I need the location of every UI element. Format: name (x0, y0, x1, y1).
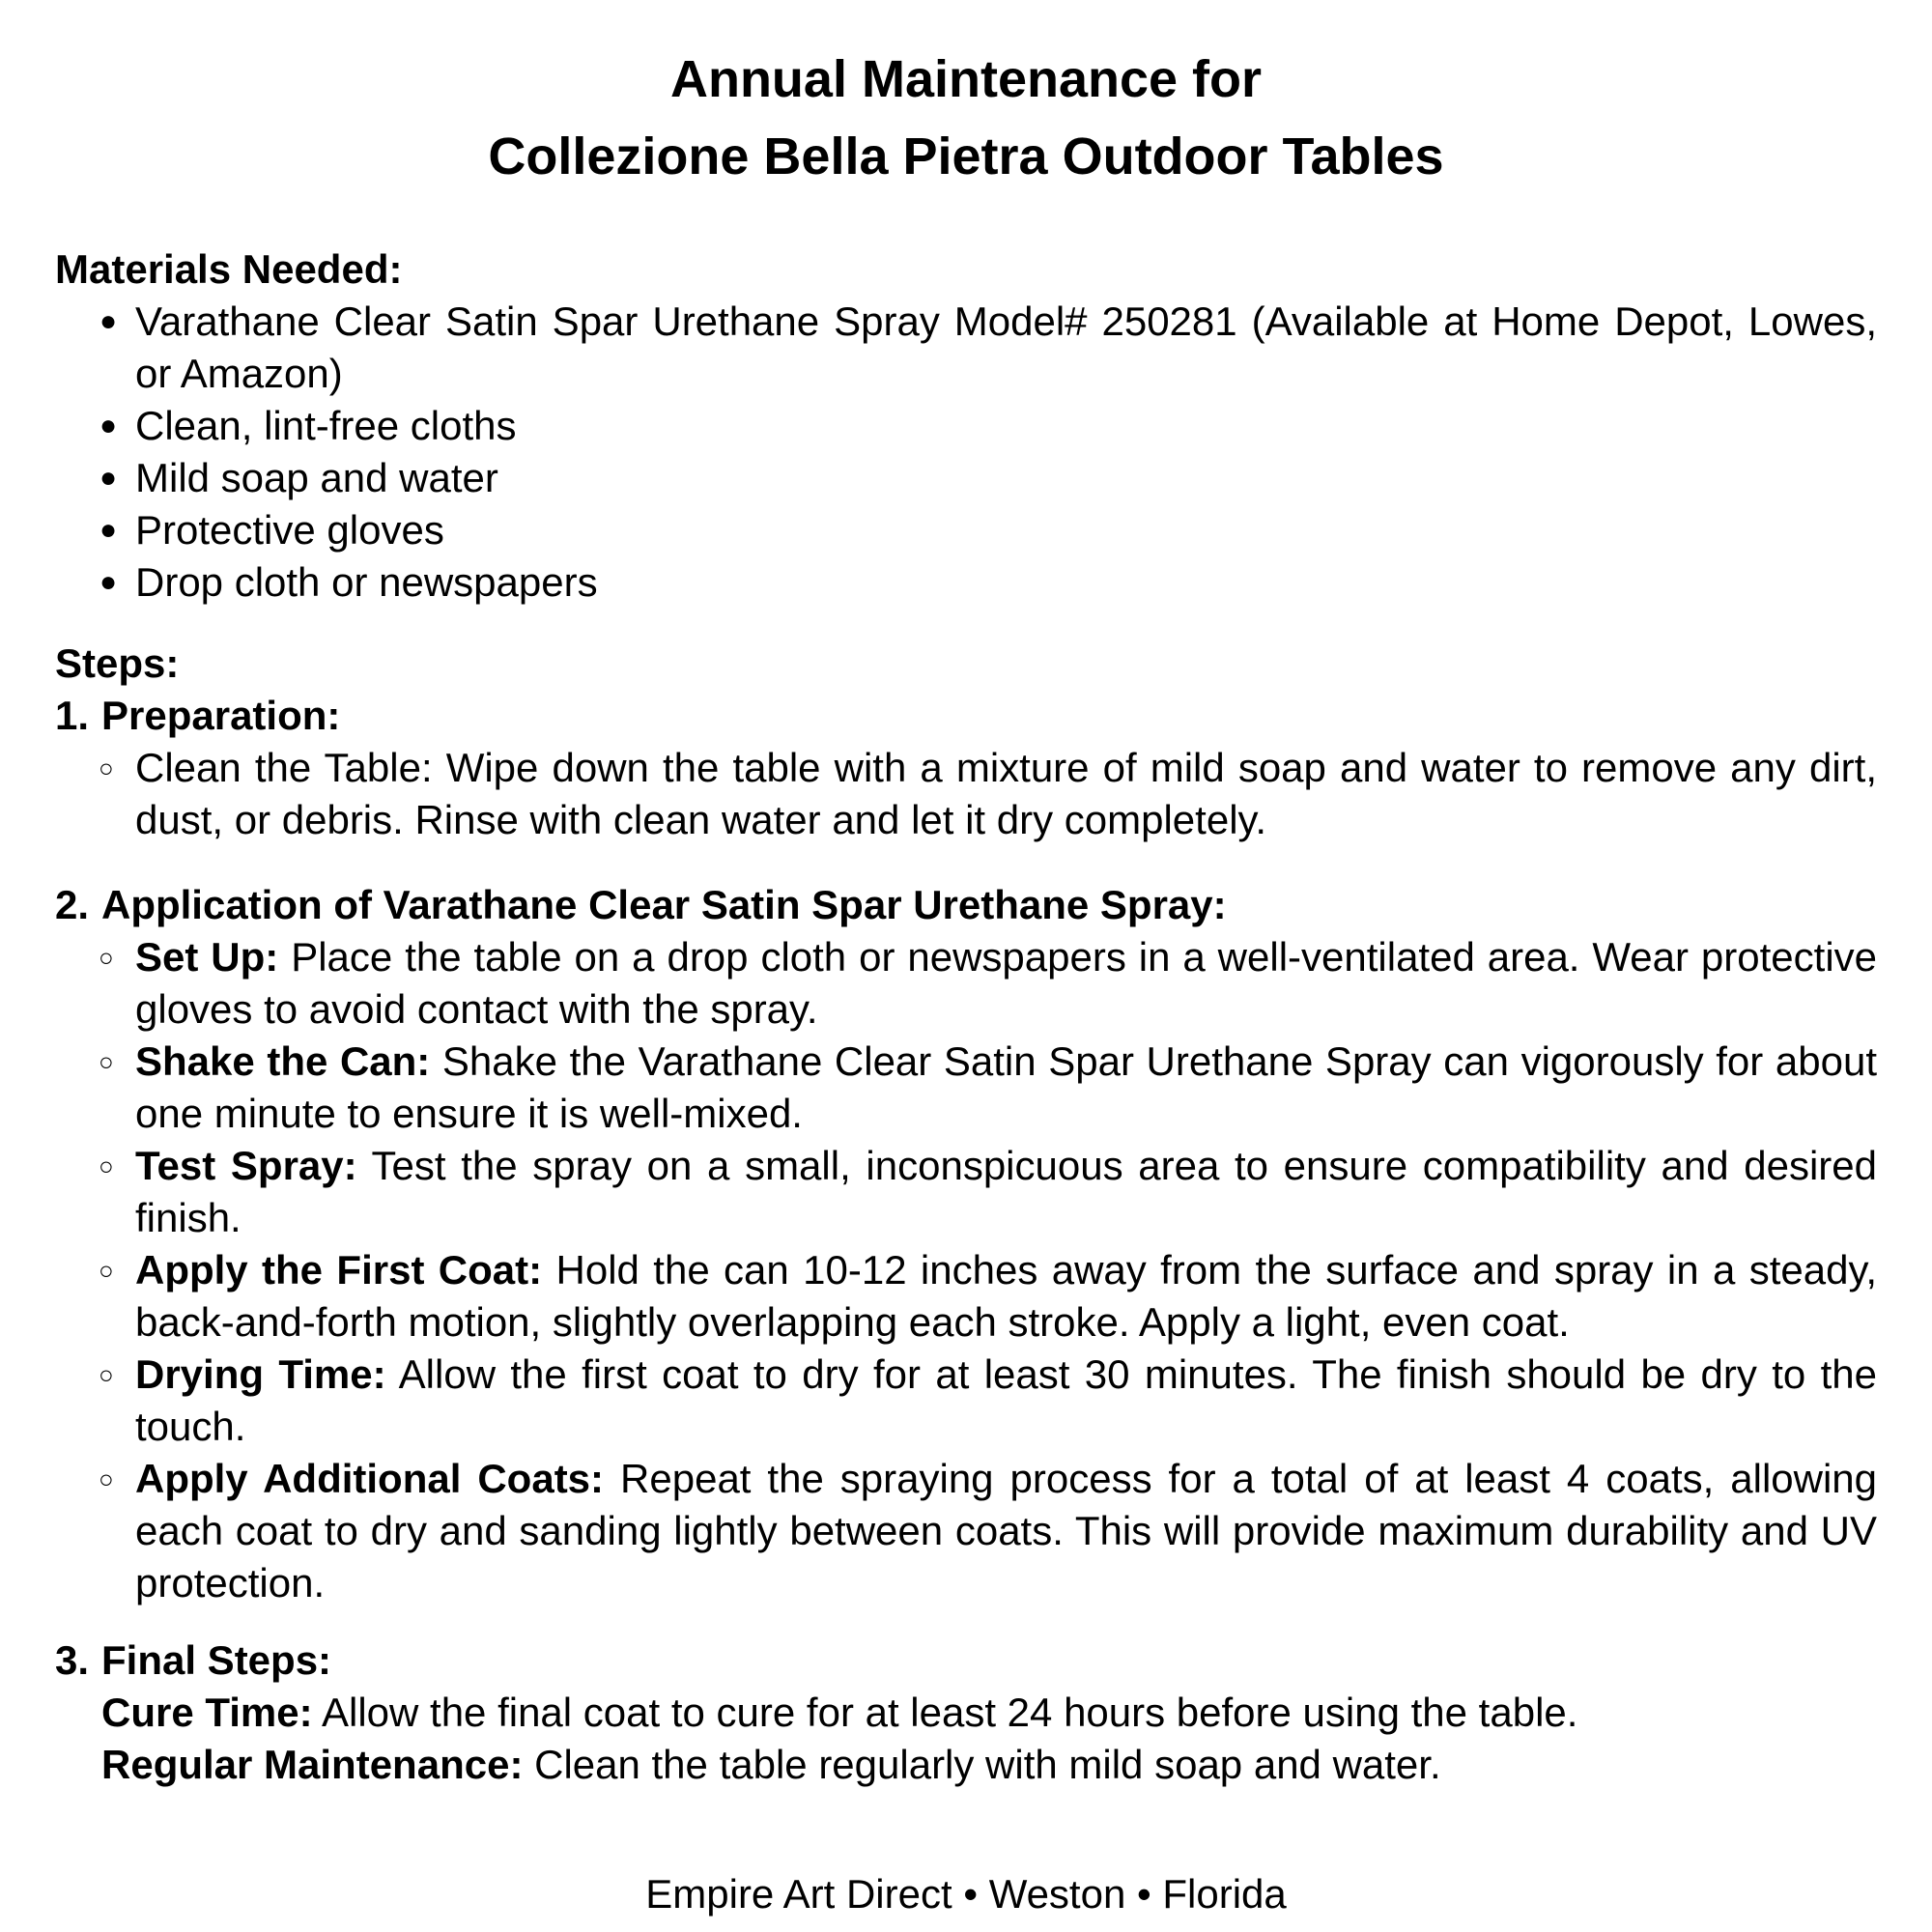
steps-block (55, 638, 1877, 1791)
step-section-title (55, 879, 1877, 931)
list-item (55, 556, 1877, 609)
materials-list (55, 296, 1877, 609)
open-bullet-icon: ○ (99, 753, 114, 782)
list-item (55, 296, 1877, 400)
step-item-body: Shake the Varathane Clear Satin Spar Urethane Spray can vigorously for about one minute to ensure it is well-mixed. (135, 1038, 1877, 1136)
filled-bullet-icon: ● (99, 305, 118, 337)
step-item (101, 1687, 1877, 1739)
step-number: 1. (55, 693, 90, 738)
steps-heading: Steps: (55, 640, 180, 686)
step-item (55, 1453, 1877, 1609)
step-item-body: Clean the table regularly with mild soap and water. (534, 1742, 1441, 1787)
step-item (55, 1140, 1877, 1244)
page-title-line1: Annual Maintenance for (669, 50, 1263, 108)
step-item-label: Shake the Can: (135, 1038, 431, 1084)
step-item (55, 1349, 1877, 1453)
step-item (55, 1244, 1877, 1349)
open-bullet-icon: ○ (99, 1151, 114, 1180)
step-item (101, 1739, 1877, 1791)
step-section-title (55, 690, 1877, 742)
step-item-label: Cure Time: (101, 1690, 313, 1735)
step-item-text (135, 1140, 1877, 1244)
step-item-text (135, 1244, 1877, 1349)
open-bullet-icon: ○ (99, 1360, 114, 1389)
step-item-label: Drying Time: (135, 1351, 386, 1397)
material-item-text: Mild soap and water (135, 455, 498, 500)
step-item-label: Apply the First Coat: (135, 1247, 543, 1293)
step-item-body: Repeat the spraying process for a total of at least 4 coats, allowing each coat to dry and sanding lightly between coats. This will provide maximum durability and UV protection. (135, 1456, 1878, 1605)
filled-bullet-icon: ● (99, 462, 118, 494)
list-item (55, 400, 1877, 452)
step-item-body: Test the spray on a small, inconspicuous area to ensure compatibility and desired finish. (135, 1143, 1877, 1240)
material-item-text: Drop cloth or newspapers (135, 559, 598, 605)
step-item-label: Test Spray: (135, 1143, 357, 1188)
list-item (55, 452, 1877, 504)
list-item (55, 504, 1877, 556)
step-item-text (135, 1036, 1877, 1140)
open-bullet-icon: ○ (99, 1047, 114, 1076)
material-item-text: Varathane Clear Satin Spar Urethane Spray Model# 250281 (Available at Home Depot, Lowes, or Amazon) (135, 298, 1877, 396)
step-number: 2. (55, 882, 90, 927)
step-item (55, 931, 1877, 1036)
filled-bullet-icon: ● (99, 410, 118, 441)
step-item-text (135, 931, 1877, 1036)
step-item-body: Allow the final coat to cure for at least 24 hours before using the table. (321, 1690, 1578, 1735)
step-item-label: Apply Additional Coats: (135, 1456, 605, 1501)
step-title-text: Preparation: (101, 693, 341, 738)
page-title (55, 41, 1877, 195)
page-title-line2: Collezione Bella Pietra Outdoor Tables (488, 128, 1444, 185)
step-item-body: Hold the can 10-12 inches away from the surface and spray in a steady, back-and-forth motion, slightly overlapping each stroke. Apply a light, even coat. (135, 1247, 1878, 1345)
footer-text: Empire Art Direct • Weston • Florida (645, 1871, 1287, 1917)
step-item-text (135, 1453, 1877, 1609)
step-item-text (135, 1349, 1877, 1453)
material-item-text: Protective gloves (135, 507, 444, 553)
step-item (55, 1036, 1877, 1140)
step-item-body: Allow the first coat to dry for at least 30 minutes. The finish should be dry to the touch. (135, 1351, 1877, 1449)
open-bullet-icon: ○ (99, 1256, 114, 1285)
step-section-title (55, 1634, 1877, 1687)
step-item-text: Clean the Table: Wipe down the table with a mixture of mild soap and water to remove any dirt, dust, or debris. Rinse with clean water and let it dry completely. (135, 745, 1877, 842)
materials-heading: Materials Needed: (55, 246, 403, 292)
step-title-text: Final Steps: (101, 1637, 332, 1683)
step-item (55, 742, 1877, 846)
step-item-label: Regular Maintenance: (101, 1742, 524, 1787)
material-item-text: Clean, lint-free cloths (135, 403, 517, 448)
step-title-text: Application of Varathane Clear Satin Spar Urethane Spray: (101, 882, 1227, 927)
step-number: 3. (55, 1637, 90, 1683)
step-item-body: Place the table on a drop cloth or newspapers in a well-ventilated area. Wear protective gloves to avoid contact with the spray. (135, 934, 1878, 1032)
open-bullet-icon: ○ (99, 943, 114, 972)
step-item-label: Set Up: (135, 934, 279, 980)
open-bullet-icon: ○ (99, 1464, 114, 1493)
filled-bullet-icon: ● (99, 514, 118, 546)
filled-bullet-icon: ● (99, 566, 118, 598)
